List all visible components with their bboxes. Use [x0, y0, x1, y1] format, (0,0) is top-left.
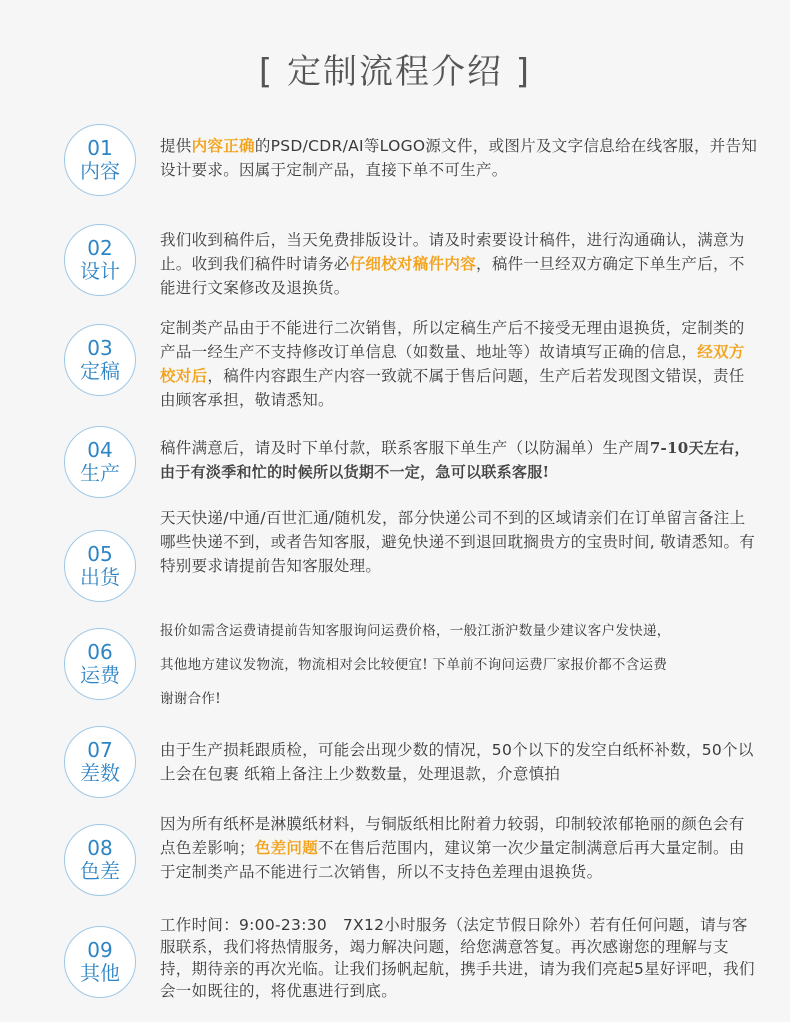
step-badge: [64, 926, 136, 998]
highlight-text: 仔细校对稿件内容: [349, 255, 477, 273]
step-label: 设计: [80, 259, 120, 283]
text-part: 因为所有纸杯是淋膜纸材料，与铜版纸相比附着力较弱，印制较浓郁艳丽的颜色会有点色差影响；: [160, 815, 745, 857]
step-number: 09: [87, 938, 113, 962]
text-part: 稿件满意后，请及时下单付款，联系客服下单生产（以防漏单）生产周: [160, 439, 650, 457]
step-label: 色差: [80, 859, 120, 883]
text-part: 提供: [160, 137, 192, 155]
step-number: 06: [87, 640, 113, 664]
step-text: [160, 436, 760, 484]
step-label: 出货: [80, 565, 120, 589]
highlight-text: 经双方校对后: [160, 343, 745, 385]
text-part: 定制类产品由于不能进行二次销售，所以定稿生产后不接受无理由退换货，定制类的产品一经生产不支持修改订单信息（如数量、地址等）故请填写正确的信息，: [160, 319, 745, 361]
step-badge: [64, 628, 136, 700]
step-text: [160, 812, 760, 884]
step-label: 其他: [80, 961, 120, 985]
text-line: 谢谢合作!: [160, 691, 221, 707]
step-badge: [64, 726, 136, 798]
emphasis-text: 7-10天左右，由于有淡季和忙的时候所以货期不一定，急可以联系客服!: [160, 439, 750, 481]
text-part: 由于生产损耗跟质检，可能会出现少数的情况，50个以下的发空白纸杯补数，50个以上会在包裹 纸箱上备注上少数数量，处理退款，介意慎拍: [160, 741, 754, 783]
step-number: 01: [87, 136, 113, 160]
step-number: 02: [87, 236, 113, 260]
text-part: ，稿件内容跟生产内容一致就不属于售后问题，生产后若发现图文错误，责任由顾客承担，敬请悉知。: [160, 367, 745, 409]
step-badge: [64, 824, 136, 896]
text-line: 其他地方建议发物流，物流相对会比较便宜! 下单前不询问运费厂家报价都不含运费: [160, 657, 668, 673]
text-part: 我们收到稿件后，当天免费排版设计。请及时索要设计稿件，进行沟通确认，满意为止。收到我们稿件时请务必: [160, 231, 745, 273]
step-number: 08: [87, 836, 113, 860]
step-label: 运费: [80, 663, 120, 687]
step-label: 生产: [80, 461, 120, 485]
step-text: [160, 914, 760, 1002]
text-part: ，稿件一旦经双方确定下单生产后，不能进行文案修改及退换货。: [160, 255, 745, 297]
step-badge: [64, 324, 136, 396]
step-number: 03: [87, 336, 113, 360]
step-text: [160, 134, 760, 182]
text-part: 工作时间：9:00-23:30 7X12小时服务（法定节假日除外）若有任何问题，请与客服联系，我们将热情服务，竭力解决问题，给您满意答复。再次感谢您的理解与支持，期待亲的再次光临。让我们扬帆起航，携手共进，请为我们亮起5星好评吧，我们会一如既往的，将优惠进行到底。: [160, 916, 755, 1000]
step-badge: [64, 426, 136, 498]
text-part: 天天快递/中通/百世汇通/随机发，部分快递公司不到的区域请亲们在订单留言备注上哪些快递不到，或者告知客服，避免快递不到退回耽搁贵方的宝贵时间, 敬请悉知。有特别要求请提前告知客服处理。: [160, 509, 756, 575]
page-title: [ 定制流程介绍 ]: [258, 52, 532, 92]
highlight-text: 色差问题: [254, 839, 319, 857]
text-line: 报价如需含运费请提前告知客服询问运费价格，一般江浙沪数量少建议客户发快递，: [160, 623, 671, 639]
step-number: 07: [87, 738, 113, 762]
step-label: 差数: [80, 761, 120, 785]
step-label: 内容: [80, 159, 120, 183]
step-number: 05: [87, 542, 113, 566]
text-part: 不在售后范围内，建议第一次少量定制满意后再大量定制。由于定制类产品不能进行二次销售，所以不支持色差理由退换货。: [160, 839, 745, 881]
step-text: [160, 614, 760, 716]
step-label: 定稿: [80, 359, 120, 383]
step-badge: [64, 530, 136, 602]
highlight-text: 内容正确: [191, 137, 255, 155]
step-badge: [64, 224, 136, 296]
step-text: [160, 316, 760, 412]
step-badge: [64, 124, 136, 196]
step-text: [160, 506, 760, 578]
step-text: [160, 738, 760, 786]
step-number: 04: [87, 438, 113, 462]
step-text: [160, 228, 760, 300]
text-part: 的PSD/CDR/AI等LOGO源文件，或图片及文字信息给在线客服，并告知设计要求。因属于定制产品，直接下单不可生产。: [160, 137, 758, 179]
